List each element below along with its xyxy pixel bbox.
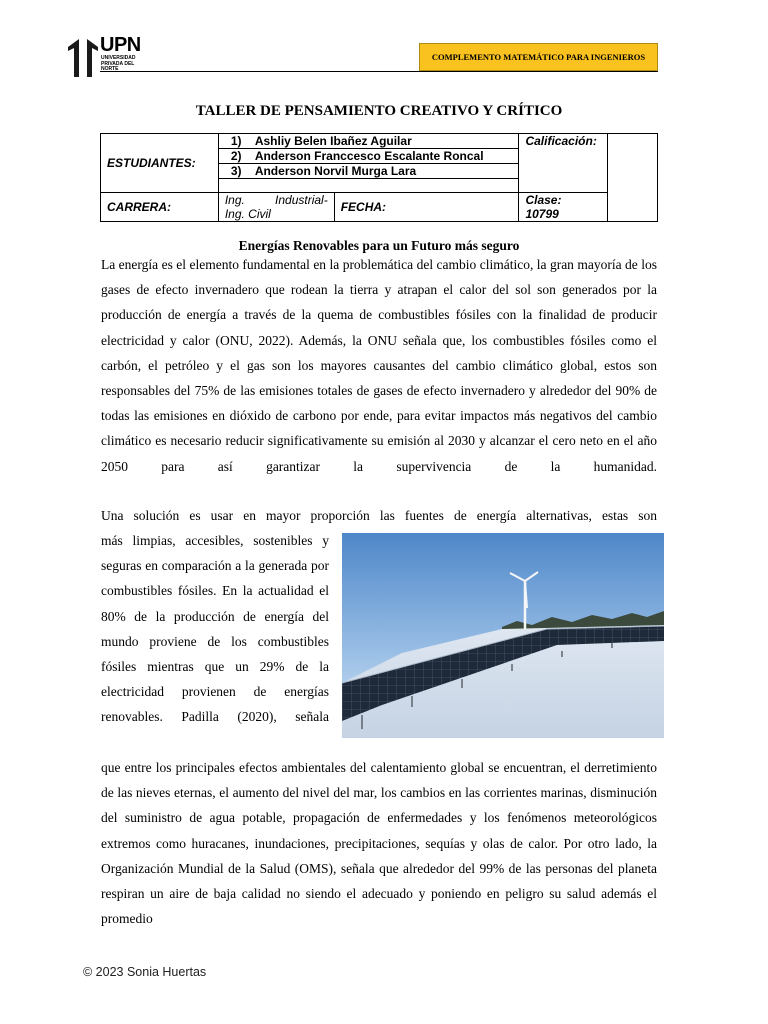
class-value: 10799 (525, 207, 559, 221)
career-label: CARRERA: (101, 193, 219, 222)
paragraph-2-intro: Una solución es usar en mayor proporción las fuentes de energía alternativas, estas son (101, 508, 657, 523)
career-value: Ing. Industrial- Ing. Civil (218, 193, 334, 222)
date-label: FECHA: (334, 193, 519, 222)
upn-logo-icon (66, 37, 100, 77)
students-label: ESTUDIANTES: (101, 134, 219, 193)
grade-label: Calificación (525, 134, 593, 148)
class-cell (519, 193, 608, 222)
document-title: TALLER DE PENSAMIENTO CREATIVO Y CRÍTICO (195, 103, 563, 119)
class-label: Clase: (525, 193, 562, 207)
course-banner: COMPLEMENTO MATEMÁTICO PARA INGENIEROS (419, 43, 658, 71)
paragraph-2-wrapped: más limpias, accesibles, sostenibles y seguras en comparación a la generada por combustibles fósiles. En la actualidad el 80% de la producción de energía del mundo proviene de los combustibles fósiles mientras que un 29% de la electricidad provienen de energías renovables. Padilla (2020), señala (101, 533, 329, 725)
student-row: 2) Anderson Franccesco Escalante Roncal (218, 149, 519, 164)
student-row: 1) Ashliy Belen Ibañez Aguilar (218, 134, 519, 149)
student-info-table (100, 133, 658, 222)
student-row-empty (218, 179, 519, 193)
paragraph-1: La energía es el elemento fundamental en la problemática del cambio climático, la gran mayoría de los gases de efecto invernadero que rodean la tierra y atrapan el calor del sol son generados por la producción de energía a través de la quema de combustibles fósiles con la finalidad de producir electricidad y calor (ONU, 2022). Además, la ONU señala que, los combustibles fósiles como el carbón, el petróleo y el gas son los mayores causantes del cambio climático global, estos son responsables del 75% de las emisiones totales de gases de efecto invernadero y alrededor del 90% de todas las emisiones en dióxido de carbono por ende, para evitar impactos más negativos del cambio climático es necesario reducir significativamente su emisión al 2030 y alcanzar el cero neto en el año 2050 para así garantizar la supervivencia de la humanidad. (101, 257, 657, 474)
solar-panels-wind-turbine-photo (342, 533, 664, 738)
logo-text: UPN (100, 34, 141, 56)
footer-copyright: © 2023 Sonia Huertas (83, 965, 207, 979)
grade-value-cell (608, 134, 658, 222)
essay-subtitle: Energías Renovables para un Futuro más seguro (238, 238, 520, 253)
student-row: 3) Anderson Norvil Murga Lara (218, 164, 519, 179)
paragraph-2-continued: que entre los principales efectos ambientales del calentamiento global se encuentran, el derretimiento de las nieves eternas, el aumento del nivel del mar, los cambios en las corrientes marinas, disminución del suministro de agua potable, propagación de enfermedades y los fenómenos meteorológicos extremos como huracanes, inundaciones, precipitaciones, sequías y olas de calor. Por otro lado, la Organización Mundial de la Salud (OMS), señala que alrededor del 99% de las personas del planeta respiran un aire de baja calidad no siendo el adecuado y poniendo en peligro su salud además el promedio (101, 760, 657, 927)
header-divider (100, 71, 658, 72)
logo-subtitle: UNIVERSIDAD PRIVADA DEL NORTE (101, 55, 136, 72)
grade-cell: Calificación: (519, 134, 608, 193)
